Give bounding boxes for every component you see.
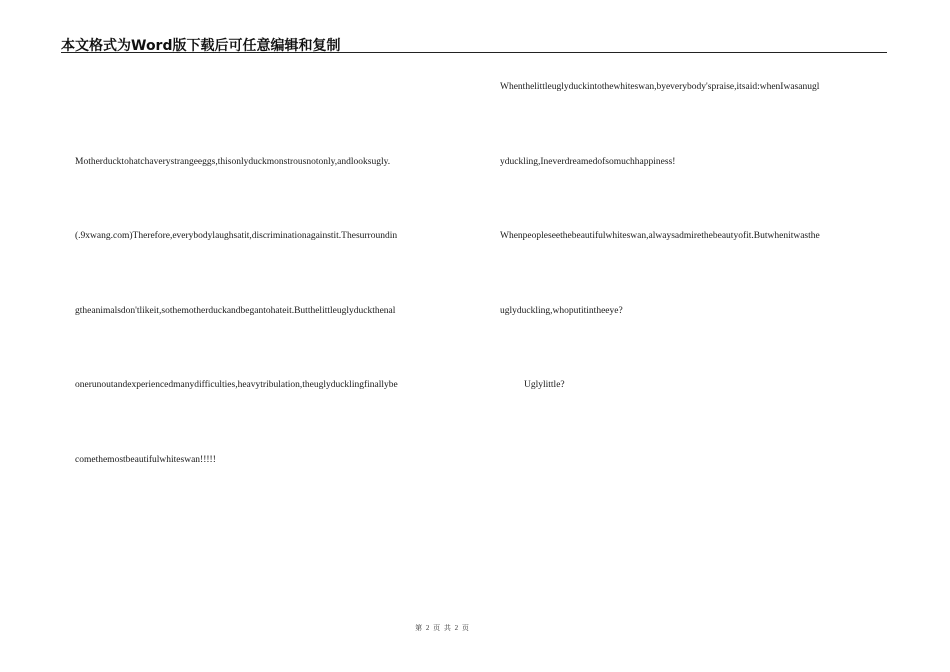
right-line-2: yduckling,Ineverdreamedofsomuchhappiness! [500,157,676,167]
left-line-3: gtheanimalsdon'tlikeit,sothemotherduckandbegantohateit.Butthelittleuglyduckthenal [75,306,396,316]
right-line-4: uglyduckling,whoputitintheeye? [500,306,623,316]
footer-label-page-unit: 页 [433,624,441,632]
right-line-1: Whenthelittleuglyduckintothewhiteswan,byeverybody'spraise,itsaid:whenIwasanugl [500,82,820,92]
footer-total-pages: 2 [454,624,459,632]
footer-label-total: 共 [443,624,451,632]
right-line-3: Whenpeopleseethebeautifulwhiteswan,alwaysadmirethebeautyofit.Butwhenitwasthe [500,231,820,241]
left-line-1: Motherducktohatchaverystrangeeggs,thisonlyduckmonstrousnotonly,andlooksugly. [75,157,391,167]
footer-label-total-unit: 页 [461,624,469,632]
left-line-2: (.9xwang.com)Therefore,everybodylaughsatit,discriminationagainstit.Thesurroundin [75,231,398,241]
document-header-title: 本文格式为Word版下载后可任意编辑和复制 [61,38,341,54]
footer-label-page: 第 [415,624,423,632]
left-line-4: onerunoutandexperiencedmanydifficulties,heavytribulation,theuglyducklingfinallybe [75,380,398,390]
page-number-footer [0,623,884,633]
footer-current-page: 2 [425,624,430,632]
header-divider [61,52,887,53]
right-line-5: Uglylittle? [524,380,565,390]
left-line-5: comethemostbeautifulwhiteswan!!!!! [75,455,216,465]
